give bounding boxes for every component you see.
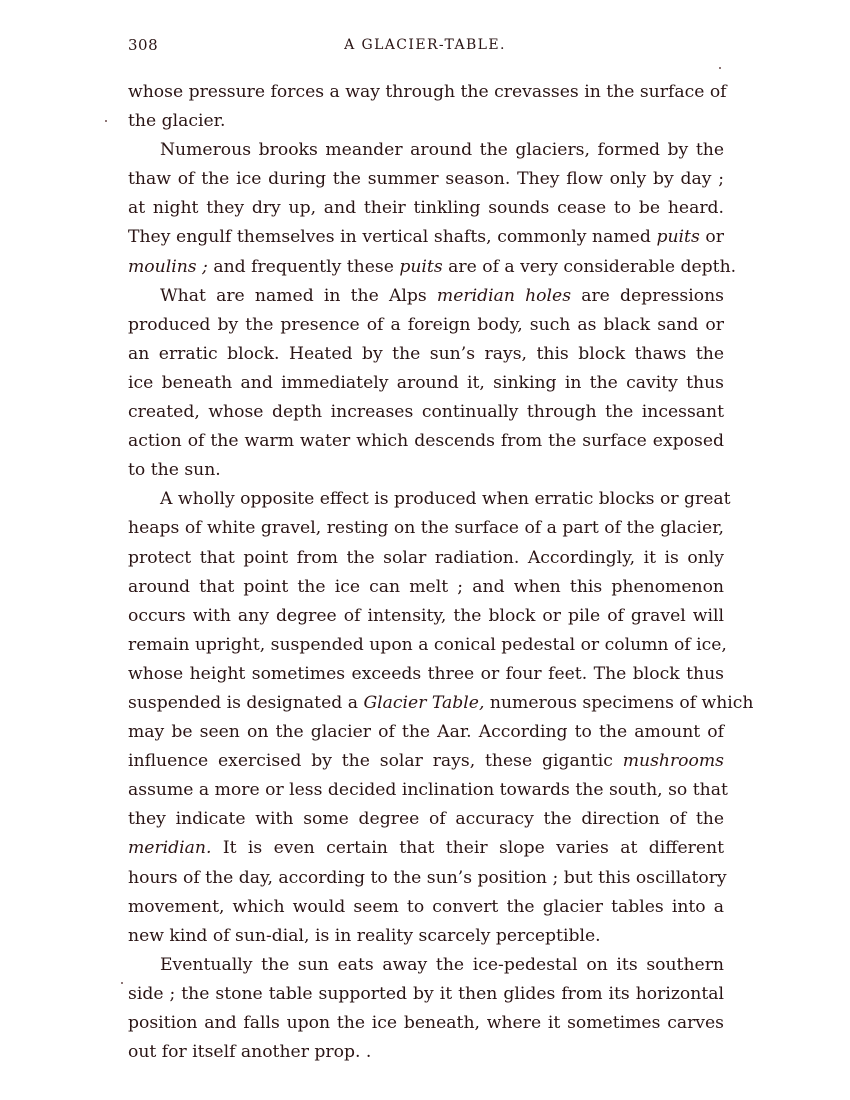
- text-line: may be seen on the glacier of the Aar. According to the amount of: [128, 722, 724, 743]
- text-line: out for itself another prop. .: [128, 1042, 372, 1063]
- text-run: numerous specimens of which: [484, 692, 754, 713]
- text-line: position and falls upon the ice beneath, where it sometimes carves: [128, 1013, 724, 1033]
- paragraph-2: [128, 136, 737, 281]
- italic-term: meridian.: [128, 838, 212, 859]
- text-line: an erratic block. Heated by the sun’s rays, this block thaws the: [128, 343, 724, 364]
- text-run: They engulf themselves in vertical shafts, commonly named: [128, 227, 657, 248]
- text-line: they indicate with some degree of accuracy the direction of the: [128, 809, 724, 830]
- text-line: heaps of white gravel, resting on the surface of a part of the glacier,: [128, 518, 724, 539]
- text-line: side ; the stone table supported by it then glides from its horizontal: [128, 983, 724, 1004]
- text-line: thaw of the ice during the summer season. They flow only by day ;: [128, 169, 724, 190]
- text-run: are of a very considerable depth.: [442, 256, 737, 277]
- text-line: [128, 747, 724, 776]
- text-line: hours of the day, according to the sun’s position ; but this oscillatory: [128, 867, 727, 888]
- running-head: A GLACIER-TABLE.: [344, 37, 506, 53]
- italic-term: puits: [399, 256, 443, 277]
- text-line: created, whose depth increases continually through the incessant: [128, 402, 724, 423]
- paper-speck: [121, 982, 123, 984]
- text-line: [128, 223, 724, 252]
- text-line: protect that point from the solar radiation. Accordingly, it is only: [128, 547, 724, 568]
- italic-term: Glacier Table,: [363, 692, 485, 713]
- paragraph-4: [128, 485, 754, 951]
- text-line: to the sun.: [128, 460, 221, 481]
- text-line: [128, 253, 737, 282]
- italic-term: mushrooms: [622, 751, 724, 772]
- text-line: movement, which would seem to convert the glacier tables into a: [128, 896, 724, 917]
- text-line: around that point the ice can melt ; and when this phenomenon: [128, 576, 724, 597]
- text-line: new kind of sun-dial, is in reality scarcely perceptible.: [128, 925, 601, 946]
- text-line: [128, 834, 724, 863]
- text-line: [128, 282, 724, 311]
- text-run: suspended is designated a: [128, 692, 364, 713]
- text-line: ice beneath and immediately around it, sinking in the cavity thus: [128, 372, 724, 393]
- text-run: or: [699, 227, 724, 248]
- text-line: Numerous brooks meander around the glaciers, formed by the: [160, 140, 724, 161]
- text-line: occurs with any degree of intensity, the block or pile of gravel will: [128, 605, 724, 626]
- text-line: remain upright, suspended upon a conical pedestal or column of ice,: [128, 634, 727, 655]
- paper-speck: [719, 67, 721, 69]
- text-line: whose pressure forces a way through the crevasses in the surface of: [128, 82, 727, 102]
- text-line: at night they dry up, and their tinkling sounds cease to be heard.: [128, 198, 724, 219]
- text-run: influence exercised by the solar rays, these gigantic: [128, 751, 623, 772]
- paragraph-5: [128, 951, 724, 1067]
- paragraph-1: [128, 78, 727, 136]
- text-line: assume a more or less decided inclination towards the south, so that: [128, 780, 728, 801]
- italic-term: meridian holes: [436, 285, 572, 306]
- paragraph-3: [128, 282, 724, 486]
- text-line: whose height sometimes exceeds three or four feet. The block thus: [128, 663, 724, 684]
- text-line: the glacier.: [128, 111, 226, 132]
- text-line: action of the warm water which descends from the surface exposed: [128, 431, 724, 452]
- page-number: 308: [128, 36, 159, 54]
- text-run: It is even certain that their slope varies at different: [211, 838, 724, 859]
- text-line: Eventually the sun eats away the ice-pedestal on its southern: [160, 954, 724, 975]
- text-line: A wholly opposite effect is produced when erratic blocks or great: [160, 489, 731, 510]
- text-run: What are named in the Alps: [160, 285, 437, 306]
- text-run: are depressions: [571, 285, 724, 306]
- page-header: [128, 36, 722, 60]
- paper-speck: [105, 120, 107, 122]
- body-text: [128, 78, 754, 1067]
- text-line: [128, 689, 754, 718]
- text-run: and frequently these: [207, 256, 400, 277]
- text-line: produced by the presence of a foreign body, such as black sand or: [128, 314, 724, 335]
- italic-term: moulins ;: [128, 256, 208, 277]
- italic-term: puits: [656, 227, 700, 248]
